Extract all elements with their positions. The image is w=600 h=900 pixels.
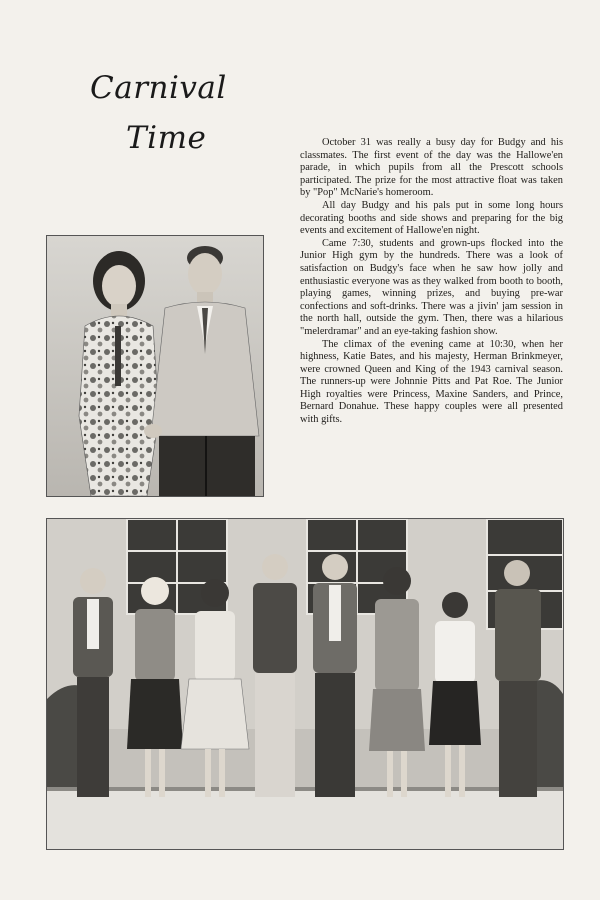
page-title-line2: Time	[126, 120, 207, 156]
royal-couple-photo	[46, 235, 264, 497]
page-title-line1: Carnival	[90, 70, 227, 106]
carnival-court-photo	[46, 518, 564, 850]
article-paragraph: All day Budgy and his pals put in some long hours decorating booths and side shows and preparing for the big events and excitement of Hallowe'en night.	[300, 199, 563, 237]
article-paragraph: Came 7:30, students and grown-ups flocked into the Junior High gym by the hundreds. There was a look of satisfaction on Budgy's face when he saw how jolly and enthusiastic everyone was as they walked from booth to booth, playing games, winning prizes, and buying pre-war confections and soft-drinks. There was a jivin' jam session in the north hall, outside the gym. Then, there was a hilarious "melerdramar" and an eye-taking fashion show.	[300, 237, 563, 337]
carnival-court-illustration	[47, 519, 563, 849]
article-paragraph: October 31 was really a busy day for Budgy and his classmates. The first event of the day was the Hallowe'en parade, in which pupils from all the Prescott schools participated. The prize for the most attractive float was taken by "Pop" McNarie's homeroom.	[300, 137, 563, 199]
article-body	[300, 137, 563, 427]
article-paragraph: The climax of the evening came at 10:30, when her highness, Katie Bates, and his majesty, Herman Brinkmeyer, were crowned Queen and King of the 1943 carnival season. The runners-up were Johnnie Pitts and Pat Roe. The Junior High royalties were Princess, Maxine Sanders, and Prince, Bernard Donahue. These happy couples were all presented with gifts.	[300, 338, 563, 426]
royal-couple-illustration	[47, 236, 263, 496]
